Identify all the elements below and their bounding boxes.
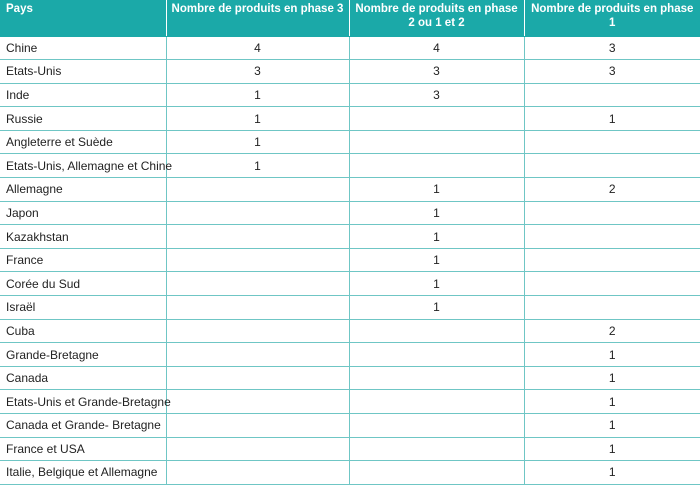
cell-phase-2-or-1-2 bbox=[349, 390, 524, 414]
cell-phase-1 bbox=[524, 83, 700, 107]
cell-country: Grande-Bretagne bbox=[0, 343, 166, 367]
cell-phase-3 bbox=[166, 343, 349, 367]
cell-phase-3 bbox=[166, 414, 349, 438]
cell-phase-2-or-1-2: 1 bbox=[349, 201, 524, 225]
header-country: Pays bbox=[0, 0, 166, 36]
cell-phase-1: 1 bbox=[524, 461, 700, 485]
cell-phase-3: 1 bbox=[166, 130, 349, 154]
cell-phase-1 bbox=[524, 296, 700, 320]
cell-phase-1: 2 bbox=[524, 319, 700, 343]
cell-phase-1 bbox=[524, 130, 700, 154]
cell-phase-2-or-1-2: 3 bbox=[349, 60, 524, 84]
cell-phase-2-or-1-2 bbox=[349, 414, 524, 438]
cell-phase-2-or-1-2: 1 bbox=[349, 178, 524, 202]
cell-phase-3 bbox=[166, 461, 349, 485]
table-row bbox=[0, 154, 700, 178]
cell-country: Etats-Unis bbox=[0, 60, 166, 84]
cell-country: Corée du Sud bbox=[0, 272, 166, 296]
table-row bbox=[0, 107, 700, 131]
cell-phase-3 bbox=[166, 201, 349, 225]
table-row bbox=[0, 437, 700, 461]
cell-country: France et USA bbox=[0, 437, 166, 461]
cell-country: Italie, Belgique et Allemagne bbox=[0, 461, 166, 485]
cell-phase-3 bbox=[166, 319, 349, 343]
table-row bbox=[0, 272, 700, 296]
cell-phase-1: 3 bbox=[524, 36, 700, 60]
header-phase-2-or-1-2: Nombre de produits en phase 2 ou 1 et 2 bbox=[349, 0, 524, 36]
cell-phase-1 bbox=[524, 272, 700, 296]
cell-phase-2-or-1-2 bbox=[349, 154, 524, 178]
table-row bbox=[0, 414, 700, 438]
cell-country: Canada bbox=[0, 366, 166, 390]
cell-phase-2-or-1-2: 3 bbox=[349, 83, 524, 107]
cell-phase-1: 1 bbox=[524, 107, 700, 131]
cell-country: Etats-Unis, Allemagne et Chine bbox=[0, 154, 166, 178]
cell-phase-1: 1 bbox=[524, 414, 700, 438]
cell-phase-3: 3 bbox=[166, 60, 349, 84]
table-row bbox=[0, 83, 700, 107]
cell-country: Kazakhstan bbox=[0, 225, 166, 249]
cell-country: Canada et Grande- Bretagne bbox=[0, 414, 166, 438]
cell-phase-1: 3 bbox=[524, 60, 700, 84]
cell-phase-3 bbox=[166, 390, 349, 414]
cell-phase-2-or-1-2: 1 bbox=[349, 272, 524, 296]
cell-phase-1 bbox=[524, 225, 700, 249]
cell-phase-3: 1 bbox=[166, 83, 349, 107]
table-row bbox=[0, 201, 700, 225]
cell-phase-1: 1 bbox=[524, 343, 700, 367]
header-row bbox=[0, 0, 700, 36]
cell-phase-2-or-1-2 bbox=[349, 366, 524, 390]
cell-phase-3 bbox=[166, 272, 349, 296]
cell-country: Cuba bbox=[0, 319, 166, 343]
cell-phase-1 bbox=[524, 201, 700, 225]
header-phase-3: Nombre de produits en phase 3 bbox=[166, 0, 349, 36]
table-row bbox=[0, 248, 700, 272]
cell-country: Chine bbox=[0, 36, 166, 60]
cell-phase-1 bbox=[524, 248, 700, 272]
table-row bbox=[0, 130, 700, 154]
table-row bbox=[0, 343, 700, 367]
cell-phase-3: 4 bbox=[166, 36, 349, 60]
table-row bbox=[0, 319, 700, 343]
cell-country: Russie bbox=[0, 107, 166, 131]
cell-phase-1: 1 bbox=[524, 366, 700, 390]
table-body bbox=[0, 36, 700, 484]
cell-country: Israël bbox=[0, 296, 166, 320]
cell-phase-2-or-1-2 bbox=[349, 319, 524, 343]
cell-phase-2-or-1-2 bbox=[349, 343, 524, 367]
cell-phase-1: 1 bbox=[524, 390, 700, 414]
cell-phase-1: 2 bbox=[524, 178, 700, 202]
cell-phase-3 bbox=[166, 225, 349, 249]
table-row bbox=[0, 390, 700, 414]
table-row bbox=[0, 178, 700, 202]
cell-phase-3 bbox=[166, 178, 349, 202]
cell-phase-2-or-1-2: 1 bbox=[349, 296, 524, 320]
cell-phase-1: 1 bbox=[524, 437, 700, 461]
cell-phase-3 bbox=[166, 296, 349, 320]
table-row bbox=[0, 366, 700, 390]
cell-phase-1 bbox=[524, 154, 700, 178]
table-row bbox=[0, 36, 700, 60]
header-phase-1: Nombre de produits en phase 1 bbox=[524, 0, 700, 36]
cell-phase-2-or-1-2: 1 bbox=[349, 248, 524, 272]
table-row bbox=[0, 296, 700, 320]
cell-country: Inde bbox=[0, 83, 166, 107]
cell-phase-3: 1 bbox=[166, 107, 349, 131]
table-row bbox=[0, 461, 700, 485]
cell-phase-3 bbox=[166, 437, 349, 461]
cell-phase-2-or-1-2: 4 bbox=[349, 36, 524, 60]
cell-country: France bbox=[0, 248, 166, 272]
table-row bbox=[0, 225, 700, 249]
cell-phase-3 bbox=[166, 366, 349, 390]
cell-country: Etats-Unis et Grande-Bretagne bbox=[0, 390, 166, 414]
cell-country: Japon bbox=[0, 201, 166, 225]
cell-country: Allemagne bbox=[0, 178, 166, 202]
cell-phase-2-or-1-2 bbox=[349, 107, 524, 131]
cell-phase-3 bbox=[166, 248, 349, 272]
cell-phase-2-or-1-2 bbox=[349, 437, 524, 461]
cell-phase-3: 1 bbox=[166, 154, 349, 178]
table-row bbox=[0, 60, 700, 84]
cell-phase-2-or-1-2 bbox=[349, 130, 524, 154]
cell-country: Angleterre et Suède bbox=[0, 130, 166, 154]
cell-phase-2-or-1-2: 1 bbox=[349, 225, 524, 249]
cell-phase-2-or-1-2 bbox=[349, 461, 524, 485]
